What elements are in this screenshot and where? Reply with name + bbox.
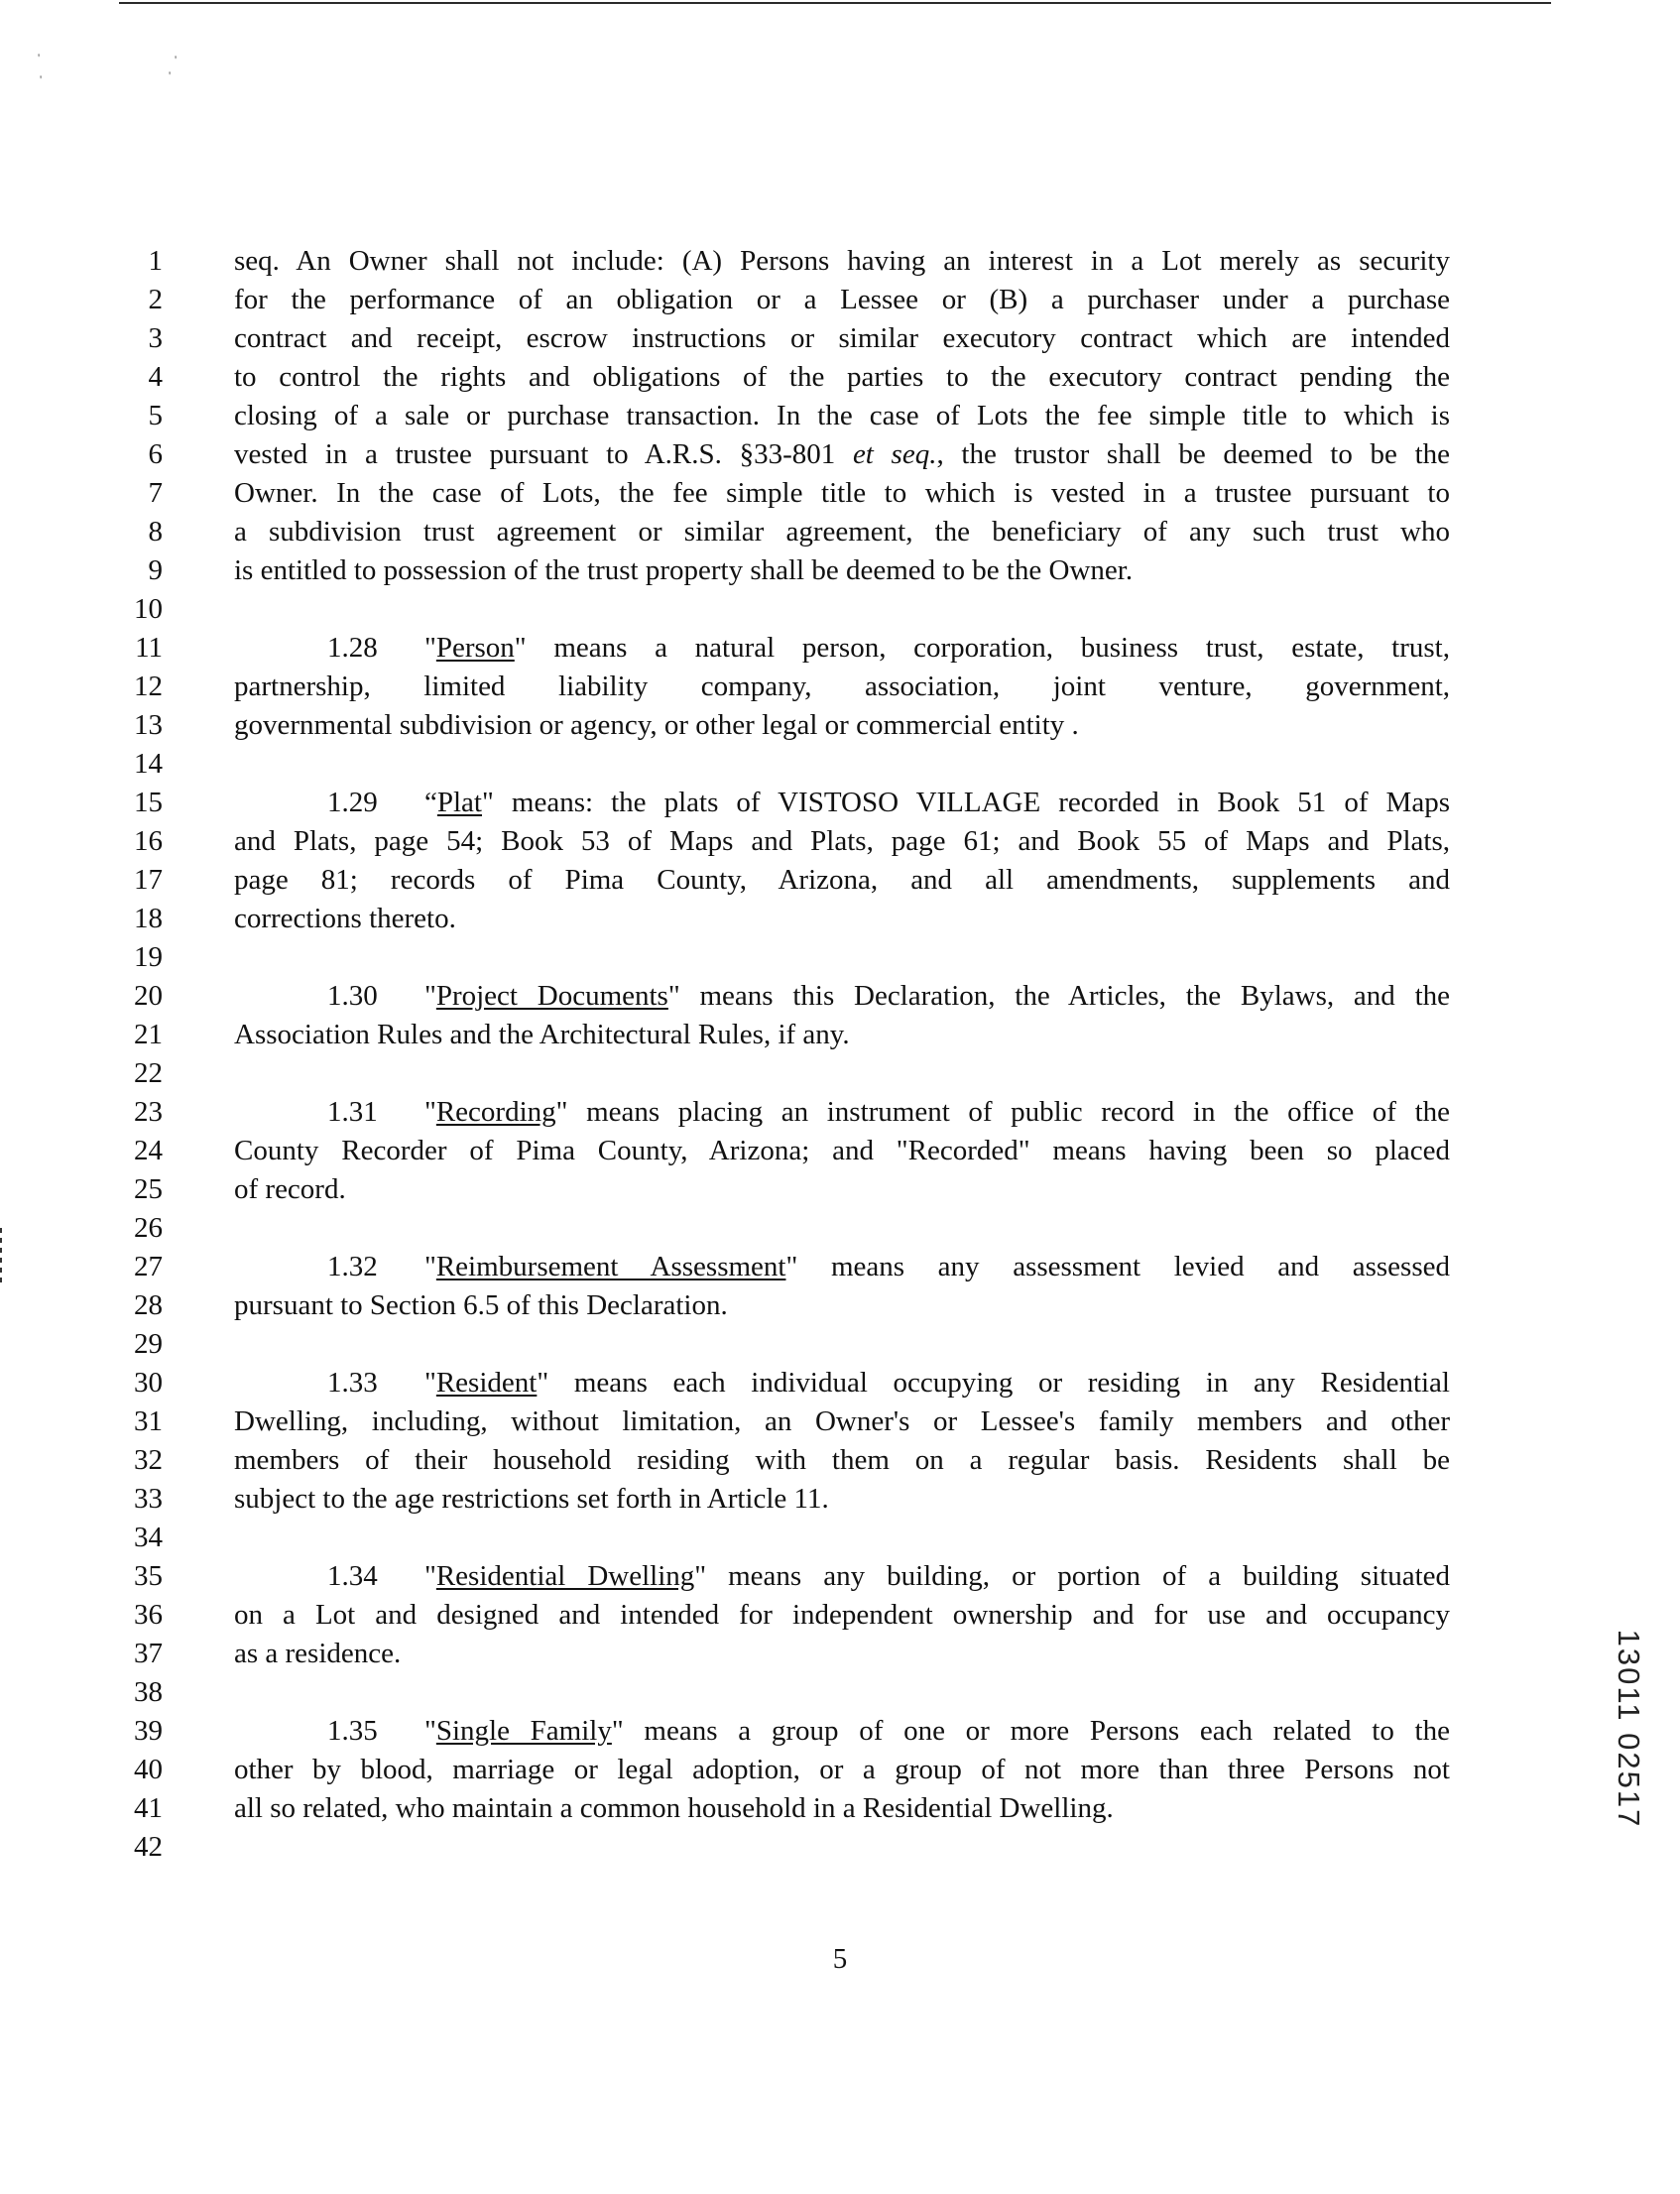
line-text (234, 1364, 1450, 1402)
defined-term: Resident (435, 1367, 538, 1399)
text-line (0, 1789, 1680, 1827)
text-line (0, 668, 1680, 705)
text-line (0, 1441, 1680, 1479)
line-text: is entitled to possession of the trust property shall be deemed to be the Owner. (234, 554, 1134, 586)
line-number: 23 (134, 1096, 163, 1128)
line-number: 30 (134, 1367, 163, 1399)
text-line (0, 1828, 1680, 1866)
line-text: contract and receipt, escrow instructions or similar executory contract which are intended (234, 322, 1450, 354)
defined-term: Reimbursement Assessment (435, 1251, 786, 1282)
text-line (0, 1325, 1680, 1363)
line-number: 2 (148, 284, 163, 315)
line-number: 28 (134, 1289, 163, 1321)
line-text (234, 1712, 1450, 1750)
defined-term: Residential Dwelling (435, 1560, 695, 1592)
line-text: page 81; records of Pima County, Arizona, and all amendments, supplements and (234, 864, 1450, 896)
line-text (234, 1248, 1450, 1285)
line-number: 36 (134, 1599, 163, 1631)
section-number: 1.28 (327, 632, 378, 664)
line-text: corrections thereto. (234, 903, 456, 934)
text-line (0, 1596, 1680, 1634)
section-1-35-first-line (0, 1712, 1680, 1750)
line-text: to control the rights and obligations of the parties to the executory contract pending the (234, 361, 1450, 393)
text-line (0, 900, 1680, 937)
defined-term: Recording (435, 1096, 556, 1128)
open-quote: " (424, 632, 436, 664)
definition-text: " means a natural person, corporation, business trust, estate, trust, (514, 632, 1450, 664)
text-line (0, 513, 1680, 550)
line-number: 22 (134, 1057, 163, 1089)
text-line (0, 1286, 1680, 1324)
page-number: 5 (832, 1943, 848, 1975)
scan-speck: ' (169, 68, 172, 82)
open-quote: " (424, 1251, 436, 1282)
line-text: and Plats, page 54; Book 53 of Maps and Plats, page 61; and Book 55 of Maps and Plats, (234, 825, 1450, 857)
line-text: other by blood, marriage or legal adoption, or a group of not more than three Persons not (234, 1754, 1450, 1785)
line-number: 16 (134, 825, 163, 857)
text-line (0, 938, 1680, 976)
open-quote: “ (424, 787, 437, 818)
text-line (0, 706, 1680, 744)
text-fragment: , the trustor shall be deemed to be the (936, 438, 1450, 470)
line-number: 20 (134, 980, 163, 1012)
line-text: County Recorder of Pima County, Arizona; and "Recorded" means having been so placed (234, 1135, 1450, 1166)
line-number: 11 (135, 632, 163, 664)
line-number: 9 (148, 554, 163, 586)
text-line (0, 1480, 1680, 1518)
line-text: pursuant to Section 6.5 of this Declaration. (234, 1289, 728, 1321)
text-line (0, 281, 1680, 318)
text-line (0, 1016, 1680, 1053)
text-line (0, 745, 1680, 783)
line-number: 1 (148, 245, 163, 277)
section-1-31-first-line (0, 1093, 1680, 1131)
definition-text: " means: the plats of VISTOSO VILLAGE recorded in Book 51 of Maps (482, 787, 1450, 818)
open-quote: " (424, 1715, 436, 1747)
text-line (0, 551, 1680, 589)
line-text: members of their household residing with them on a regular basis. Residents shall be (234, 1444, 1450, 1476)
definition-text: " means any assessment levied and assessed (785, 1251, 1450, 1282)
open-quote: " (424, 1367, 436, 1399)
text-line (0, 1519, 1680, 1556)
line-text (234, 977, 1450, 1015)
line-number: 13 (134, 709, 163, 741)
defined-term: Single Family (435, 1715, 612, 1747)
scan-speck: ' (38, 51, 41, 64)
text-line (0, 1170, 1680, 1208)
defined-term: Plat (436, 787, 482, 818)
text-line (0, 1402, 1680, 1440)
line-text (234, 629, 1450, 667)
line-number: 18 (134, 903, 163, 934)
line-number: 19 (134, 941, 163, 973)
text-line (0, 435, 1680, 473)
line-text: of record. (234, 1173, 346, 1205)
section-1-29-first-line (0, 784, 1680, 821)
line-text: subject to the age restrictions set forth in Article 11. (234, 1483, 829, 1515)
line-text (234, 1093, 1450, 1131)
line-number: 26 (134, 1212, 163, 1244)
line-text: partnership, limited liability company, association, joint venture, government, (234, 670, 1450, 702)
line-number: 37 (134, 1638, 163, 1669)
open-quote: " (424, 1096, 436, 1128)
line-text: for the performance of an obligation or a Lessee or (B) a purchaser under a purchase (234, 284, 1450, 315)
recording-stamp-text: 13011 02517 (1612, 1629, 1646, 1829)
line-text: Association Rules and the Architectural Rules, if any. (234, 1019, 850, 1050)
line-number: 38 (134, 1676, 163, 1708)
line-text: Owner. In the case of Lots, the fee simple title to which is vested in a trustee pursuant to (234, 477, 1450, 509)
line-number: 29 (134, 1328, 163, 1360)
scan-speck: ' (40, 72, 43, 86)
text-line (0, 861, 1680, 899)
section-1-33-first-line (0, 1364, 1680, 1402)
line-number: 35 (134, 1560, 163, 1592)
line-number: 8 (148, 516, 163, 548)
line-text (234, 435, 1450, 473)
line-number: 7 (148, 477, 163, 509)
section-number: 1.34 (327, 1560, 378, 1592)
text-line (0, 822, 1680, 860)
line-number: 39 (134, 1715, 163, 1747)
scan-top-edge (119, 2, 1551, 4)
text-line (0, 1054, 1680, 1092)
scan-speck: ' (175, 53, 178, 66)
line-number: 12 (134, 670, 163, 702)
section-number: 1.31 (327, 1096, 378, 1128)
defined-term: Project Documents (435, 980, 668, 1012)
line-number: 14 (134, 748, 163, 780)
line-number: 34 (134, 1522, 163, 1553)
text-line (0, 474, 1680, 512)
section-number: 1.30 (327, 980, 378, 1012)
line-text: closing of a sale or purchase transaction. In the case of Lots the fee simple title to which is (234, 400, 1450, 431)
line-text: governmental subdivision or agency, or other legal or commercial entity . (234, 709, 1079, 741)
definition-text: " means a group of one or more Persons each related to the (611, 1715, 1450, 1747)
text-line (0, 1209, 1680, 1247)
line-text: as a residence. (234, 1638, 402, 1669)
section-number: 1.35 (327, 1715, 378, 1747)
line-number: 17 (134, 864, 163, 896)
definition-text: " means this Declaration, the Articles, the Bylaws, and the (667, 980, 1450, 1012)
line-number: 40 (134, 1754, 163, 1785)
line-text: on a Lot and designed and intended for independent ownership and for use and occupancy (234, 1599, 1450, 1631)
section-1-32-first-line (0, 1248, 1680, 1285)
text-fragment: vested in a trustee pursuant to A.R.S. §33-801 (234, 438, 853, 470)
section-number: 1.29 (327, 787, 378, 818)
text-line (0, 397, 1680, 434)
text-line (0, 1635, 1680, 1672)
line-text (234, 784, 1450, 821)
definition-text: " means each individual occupying or residing in any Residential (537, 1367, 1450, 1399)
line-text: Dwelling, including, without limitation, an Owner's or Lessee's family members and other (234, 1405, 1450, 1437)
line-number: 10 (134, 593, 163, 625)
line-number: 5 (148, 400, 163, 431)
text-line (0, 1751, 1680, 1788)
line-number: 21 (134, 1019, 163, 1050)
text-line (0, 590, 1680, 628)
text-line (0, 358, 1680, 396)
recording-stamp (1601, 1595, 1656, 1863)
line-number: 4 (148, 361, 163, 393)
line-number: 27 (134, 1251, 163, 1282)
line-text: a subdivision trust agreement or similar agreement, the beneficiary of any such trust who (234, 516, 1450, 548)
text-line (0, 319, 1680, 357)
line-number: 32 (134, 1444, 163, 1476)
line-number: 24 (134, 1135, 163, 1166)
line-number: 3 (148, 322, 163, 354)
section-1-34-first-line (0, 1557, 1680, 1595)
line-number: 41 (134, 1792, 163, 1824)
line-number: 6 (148, 438, 163, 470)
section-number: 1.33 (327, 1367, 378, 1399)
section-number: 1.32 (327, 1251, 378, 1282)
scan-specks (38, 52, 196, 91)
definition-text: " means any building, or portion of a building situated (694, 1560, 1450, 1592)
line-number: 15 (134, 787, 163, 818)
definition-text: " means placing an instrument of public record in the office of the (555, 1096, 1450, 1128)
text-line (0, 1673, 1680, 1711)
section-1-30-first-line (0, 977, 1680, 1015)
line-number: 25 (134, 1173, 163, 1205)
text-line (0, 242, 1680, 280)
line-number: 33 (134, 1483, 163, 1515)
line-number: 31 (134, 1405, 163, 1437)
italic-et-seq: et seq. (852, 438, 937, 470)
open-quote: " (424, 1560, 436, 1592)
line-number: 42 (134, 1831, 163, 1863)
line-text (234, 1557, 1450, 1595)
text-line (0, 1132, 1680, 1169)
line-text: seq. An Owner shall not include: (A) Persons having an interest in a Lot merely as security (234, 245, 1450, 277)
open-quote: " (424, 980, 436, 1012)
line-text: all so related, who maintain a common household in a Residential Dwelling. (234, 1792, 1114, 1824)
defined-term: Person (435, 632, 515, 664)
section-1-28-first-line (0, 629, 1680, 667)
